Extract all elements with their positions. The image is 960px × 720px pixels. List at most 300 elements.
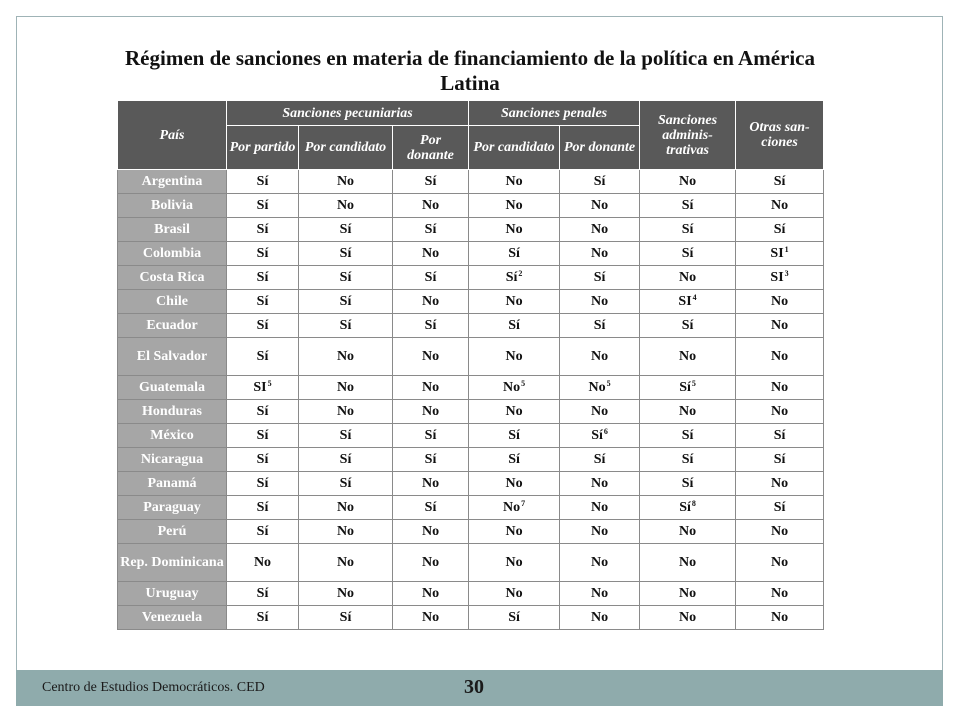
- value-cell: [560, 472, 640, 496]
- value-cell: [469, 218, 560, 242]
- value-cell: [299, 424, 393, 448]
- value-cell: [560, 606, 640, 630]
- value-text: Sí: [424, 500, 437, 515]
- value-cell: [560, 290, 640, 314]
- table-row: [118, 266, 824, 290]
- table-row: [118, 338, 824, 376]
- footnote-marker: 5: [521, 379, 526, 388]
- table-row: [118, 448, 824, 472]
- value-cell: [299, 170, 393, 194]
- value-text: Sí: [508, 610, 520, 625]
- country-cell: Chile: [118, 290, 227, 314]
- value-text: Sí: [256, 318, 269, 333]
- value-cell: [227, 472, 299, 496]
- value-cell: [393, 338, 469, 376]
- value-text: No: [421, 198, 440, 213]
- value-cell: [560, 496, 640, 520]
- value-text: Sí: [339, 318, 352, 333]
- value-cell: [299, 338, 393, 376]
- value-text: Sí: [424, 428, 437, 443]
- value-cell: [393, 170, 469, 194]
- value-cell: [640, 520, 736, 544]
- value-text: No: [505, 524, 523, 539]
- value-cell: [393, 218, 469, 242]
- value-cell: [469, 400, 560, 424]
- value-cell: [393, 424, 469, 448]
- value-cell: [227, 520, 299, 544]
- page-number: 30: [464, 676, 484, 698]
- value-text: Sí: [681, 198, 694, 213]
- value-cell: [299, 496, 393, 520]
- footer-bar: [16, 670, 943, 706]
- value-cell: [736, 496, 824, 520]
- value-cell: [469, 448, 560, 472]
- value-text: No: [336, 524, 355, 539]
- country-cell: Argentina: [118, 170, 227, 194]
- column-header-administrative: Sanciones adminis-trativas: [640, 101, 736, 170]
- value-text: Sí: [773, 174, 786, 189]
- table-row: [118, 472, 824, 496]
- table-row: [118, 290, 824, 314]
- value-cell: [640, 496, 736, 520]
- value-text: No: [678, 349, 697, 364]
- value-cell: [227, 400, 299, 424]
- value-cell: [299, 606, 393, 630]
- table-row: [118, 582, 824, 606]
- value-cell: [736, 376, 824, 400]
- value-text: No: [505, 294, 523, 309]
- value-cell: [299, 218, 393, 242]
- table-row: [118, 606, 824, 630]
- country-cell: Ecuador: [118, 314, 227, 338]
- slide-title: Régimen de sanciones en materia de financiamiento de la política en América Latina: [125, 46, 815, 95]
- value-text: Sí: [339, 294, 352, 309]
- value-text: No: [505, 198, 523, 213]
- value-text: Sí: [256, 404, 269, 419]
- value-text: Sí: [681, 476, 694, 491]
- value-text: No: [770, 294, 789, 309]
- value-text: No: [770, 476, 789, 491]
- value-text: No: [336, 500, 355, 515]
- value-cell: [299, 242, 393, 266]
- country-cell: Rep. Dominicana: [118, 544, 227, 582]
- table-row: [118, 314, 824, 338]
- value-cell: [736, 218, 824, 242]
- value-cell: [393, 194, 469, 218]
- value-text: Sí: [679, 500, 691, 515]
- country-cell: Colombia: [118, 242, 227, 266]
- value-cell: [393, 496, 469, 520]
- value-text: Sí: [593, 270, 606, 285]
- value-cell: [393, 314, 469, 338]
- value-cell: [736, 606, 824, 630]
- value-text: Sí: [256, 349, 269, 364]
- value-cell: [227, 194, 299, 218]
- value-text: Sí: [256, 270, 269, 285]
- table-row: [118, 400, 824, 424]
- value-cell: [393, 376, 469, 400]
- value-text: Sí: [424, 318, 437, 333]
- column-header-penal-donor: Por donante: [560, 126, 640, 170]
- value-cell: [469, 606, 560, 630]
- value-text: No: [590, 294, 609, 309]
- value-cell: [736, 266, 824, 290]
- value-text: SI: [678, 294, 692, 309]
- country-cell: Costa Rica: [118, 266, 227, 290]
- value-cell: [736, 520, 824, 544]
- sanctions-table: [117, 100, 824, 630]
- value-text: No: [336, 174, 355, 189]
- value-cell: [560, 170, 640, 194]
- value-text: Sí: [256, 500, 269, 515]
- value-cell: [560, 582, 640, 606]
- footnote-marker: 6: [603, 427, 608, 436]
- value-text: Sí: [256, 222, 269, 237]
- value-cell: [640, 448, 736, 472]
- value-text: No: [336, 349, 355, 364]
- country-cell: Bolivia: [118, 194, 227, 218]
- value-cell: [469, 242, 560, 266]
- value-text: No: [590, 222, 609, 237]
- value-text: Sí: [424, 174, 437, 189]
- value-cell: [227, 266, 299, 290]
- value-cell: [560, 218, 640, 242]
- value-text: No: [502, 380, 521, 395]
- value-cell: [469, 314, 560, 338]
- value-text: Sí: [508, 318, 520, 333]
- value-cell: [227, 170, 299, 194]
- value-text: Sí: [591, 428, 603, 443]
- value-text: Sí: [339, 222, 352, 237]
- value-cell: [227, 338, 299, 376]
- country-cell: Venezuela: [118, 606, 227, 630]
- footnote-marker: 5: [267, 379, 272, 388]
- table-row: [118, 520, 824, 544]
- value-cell: [299, 266, 393, 290]
- value-text: No: [421, 294, 440, 309]
- value-cell: [640, 582, 736, 606]
- value-text: Sí: [773, 222, 786, 237]
- value-cell: [560, 448, 640, 472]
- value-cell: [640, 242, 736, 266]
- value-text: Sí: [339, 428, 352, 443]
- value-text: Sí: [773, 452, 786, 467]
- value-text: No: [421, 610, 440, 625]
- value-text: SI: [253, 380, 267, 395]
- value-cell: [393, 290, 469, 314]
- value-text: No: [421, 555, 440, 570]
- value-text: No: [590, 476, 609, 491]
- value-cell: [640, 338, 736, 376]
- value-cell: [469, 338, 560, 376]
- value-text: No: [421, 524, 440, 539]
- value-text: No: [588, 380, 606, 395]
- value-cell: [299, 472, 393, 496]
- value-cell: [736, 170, 824, 194]
- value-cell: [736, 194, 824, 218]
- value-text: No: [421, 404, 440, 419]
- value-cell: [736, 400, 824, 424]
- value-cell: [736, 424, 824, 448]
- value-cell: [469, 472, 560, 496]
- value-text: No: [678, 524, 697, 539]
- value-text: No: [678, 174, 697, 189]
- table-row: [118, 424, 824, 448]
- value-cell: [299, 290, 393, 314]
- value-cell: [469, 424, 560, 448]
- value-text: No: [678, 404, 697, 419]
- value-text: No: [678, 610, 697, 625]
- country-cell: México: [118, 424, 227, 448]
- value-text: No: [590, 586, 609, 601]
- value-cell: [560, 376, 640, 400]
- value-text: No: [336, 380, 355, 395]
- value-cell: [640, 170, 736, 194]
- value-text: No: [421, 380, 440, 395]
- value-text: No: [770, 404, 789, 419]
- group-header-pecuniary: Sanciones pecuniarias: [227, 101, 469, 126]
- value-cell: [560, 520, 640, 544]
- value-text: No: [678, 270, 697, 285]
- value-text: No: [505, 349, 523, 364]
- value-cell: [299, 376, 393, 400]
- value-cell: [469, 290, 560, 314]
- country-cell: Honduras: [118, 400, 227, 424]
- value-cell: [640, 376, 736, 400]
- value-cell: [736, 448, 824, 472]
- value-text: No: [678, 555, 697, 570]
- value-text: Sí: [256, 586, 269, 601]
- value-cell: [393, 472, 469, 496]
- value-text: No: [505, 174, 523, 189]
- value-text: Sí: [256, 610, 269, 625]
- value-cell: [227, 606, 299, 630]
- value-text: No: [590, 246, 609, 261]
- value-text: No: [770, 198, 789, 213]
- footnote-marker: 5: [691, 379, 696, 388]
- group-header-penal: Sanciones penales: [469, 101, 640, 126]
- value-text: Sí: [593, 318, 606, 333]
- value-text: No: [505, 476, 523, 491]
- value-text: Sí: [256, 174, 269, 189]
- value-cell: [227, 544, 299, 582]
- table-row: [118, 218, 824, 242]
- value-cell: [393, 448, 469, 472]
- value-text: Sí: [424, 452, 437, 467]
- table-row: [118, 194, 824, 218]
- value-cell: [560, 266, 640, 290]
- value-cell: [736, 338, 824, 376]
- value-cell: [640, 424, 736, 448]
- value-cell: [227, 424, 299, 448]
- value-cell: [393, 400, 469, 424]
- value-text: No: [253, 555, 272, 570]
- value-text: Sí: [508, 452, 520, 467]
- country-cell: Uruguay: [118, 582, 227, 606]
- value-text: No: [336, 555, 355, 570]
- value-cell: [640, 606, 736, 630]
- value-text: Sí: [256, 524, 269, 539]
- value-text: No: [590, 524, 609, 539]
- value-cell: [736, 544, 824, 582]
- value-cell: [227, 242, 299, 266]
- value-text: No: [678, 586, 697, 601]
- value-text: Sí: [773, 500, 786, 515]
- value-text: Sí: [593, 452, 606, 467]
- value-cell: [469, 194, 560, 218]
- value-cell: [299, 544, 393, 582]
- value-text: No: [770, 610, 789, 625]
- value-cell: [640, 194, 736, 218]
- column-header-pecuniary-donor: Por donante: [393, 126, 469, 170]
- value-cell: [560, 242, 640, 266]
- table-row: [118, 242, 824, 266]
- value-text: Sí: [256, 428, 269, 443]
- value-cell: [736, 582, 824, 606]
- value-text: SI: [770, 270, 784, 285]
- value-text: Sí: [339, 476, 352, 491]
- value-text: No: [770, 524, 789, 539]
- value-cell: [560, 314, 640, 338]
- value-cell: [299, 520, 393, 544]
- value-cell: [393, 520, 469, 544]
- value-text: Sí: [681, 452, 694, 467]
- footer-source: Centro de Estudios Democráticos. CED: [42, 680, 265, 695]
- column-header-country: País: [118, 101, 227, 170]
- value-text: No: [590, 198, 609, 213]
- value-cell: [640, 544, 736, 582]
- value-text: No: [590, 555, 609, 570]
- value-cell: [227, 448, 299, 472]
- column-header-other: Otras san-ciones: [736, 101, 824, 170]
- value-cell: [640, 400, 736, 424]
- value-cell: [299, 400, 393, 424]
- value-cell: [736, 242, 824, 266]
- value-cell: [299, 582, 393, 606]
- value-cell: [736, 314, 824, 338]
- footnote-marker: 1: [784, 245, 789, 254]
- value-text: No: [590, 404, 609, 419]
- value-text: No: [421, 476, 440, 491]
- value-cell: [640, 472, 736, 496]
- value-cell: [736, 472, 824, 496]
- value-cell: [469, 266, 560, 290]
- value-text: Sí: [681, 318, 694, 333]
- value-text: No: [770, 555, 789, 570]
- value-text: Sí: [424, 222, 437, 237]
- value-cell: [227, 376, 299, 400]
- value-cell: [560, 544, 640, 582]
- value-text: Sí: [256, 198, 269, 213]
- value-text: No: [336, 404, 355, 419]
- value-text: No: [421, 586, 440, 601]
- value-cell: [393, 544, 469, 582]
- value-text: Sí: [773, 428, 786, 443]
- value-text: Sí: [339, 246, 352, 261]
- value-text: Sí: [593, 174, 606, 189]
- value-text: Sí: [256, 246, 269, 261]
- table-body: [118, 170, 824, 630]
- value-text: Sí: [681, 246, 694, 261]
- footnote-marker: 5: [606, 379, 611, 388]
- value-text: Sí: [256, 294, 269, 309]
- value-text: No: [590, 500, 609, 515]
- value-text: Sí: [339, 610, 352, 625]
- value-cell: [393, 606, 469, 630]
- value-cell: [227, 496, 299, 520]
- value-text: Sí: [256, 476, 269, 491]
- value-cell: [640, 290, 736, 314]
- value-text: Sí: [339, 452, 352, 467]
- value-text: SI: [770, 246, 784, 261]
- footnote-marker: 3: [784, 269, 789, 278]
- value-text: No: [770, 318, 789, 333]
- value-text: No: [505, 222, 523, 237]
- value-text: Sí: [339, 270, 352, 285]
- footnote-marker: 4: [692, 293, 697, 302]
- value-cell: [469, 170, 560, 194]
- value-cell: [560, 400, 640, 424]
- value-text: No: [770, 380, 789, 395]
- value-text: Sí: [679, 380, 691, 395]
- value-text: No: [590, 610, 609, 625]
- table-row: [118, 496, 824, 520]
- value-text: Sí: [505, 270, 518, 285]
- value-text: No: [590, 349, 609, 364]
- value-cell: [469, 496, 560, 520]
- value-cell: [299, 194, 393, 218]
- footnote-marker: 7: [521, 499, 526, 508]
- value-cell: [227, 582, 299, 606]
- value-text: Sí: [424, 270, 437, 285]
- country-cell: Nicaragua: [118, 448, 227, 472]
- value-text: No: [770, 349, 789, 364]
- value-cell: [469, 376, 560, 400]
- value-text: No: [336, 198, 355, 213]
- country-cell: Perú: [118, 520, 227, 544]
- value-cell: [393, 266, 469, 290]
- value-text: No: [505, 555, 523, 570]
- country-cell: Guatemala: [118, 376, 227, 400]
- value-text: No: [505, 586, 523, 601]
- table-row: [118, 544, 824, 582]
- footnote-marker: 2: [518, 269, 523, 278]
- value-cell: [560, 194, 640, 218]
- value-text: Sí: [681, 222, 694, 237]
- value-cell: [469, 520, 560, 544]
- value-cell: [393, 242, 469, 266]
- value-text: Sí: [681, 428, 694, 443]
- country-cell: El Salvador: [118, 338, 227, 376]
- value-cell: [640, 266, 736, 290]
- value-text: Sí: [256, 452, 269, 467]
- value-cell: [640, 218, 736, 242]
- value-cell: [299, 314, 393, 338]
- value-text: No: [505, 404, 523, 419]
- value-text: Sí: [508, 246, 520, 261]
- value-text: No: [502, 500, 521, 515]
- value-cell: [736, 290, 824, 314]
- country-cell: Paraguay: [118, 496, 227, 520]
- value-text: No: [770, 586, 789, 601]
- value-cell: [560, 338, 640, 376]
- value-cell: [299, 448, 393, 472]
- value-text: Sí: [508, 428, 520, 443]
- country-cell: Panamá: [118, 472, 227, 496]
- column-header-penal-candidate: Por candidato: [469, 126, 560, 170]
- value-cell: [560, 424, 640, 448]
- value-cell: [227, 218, 299, 242]
